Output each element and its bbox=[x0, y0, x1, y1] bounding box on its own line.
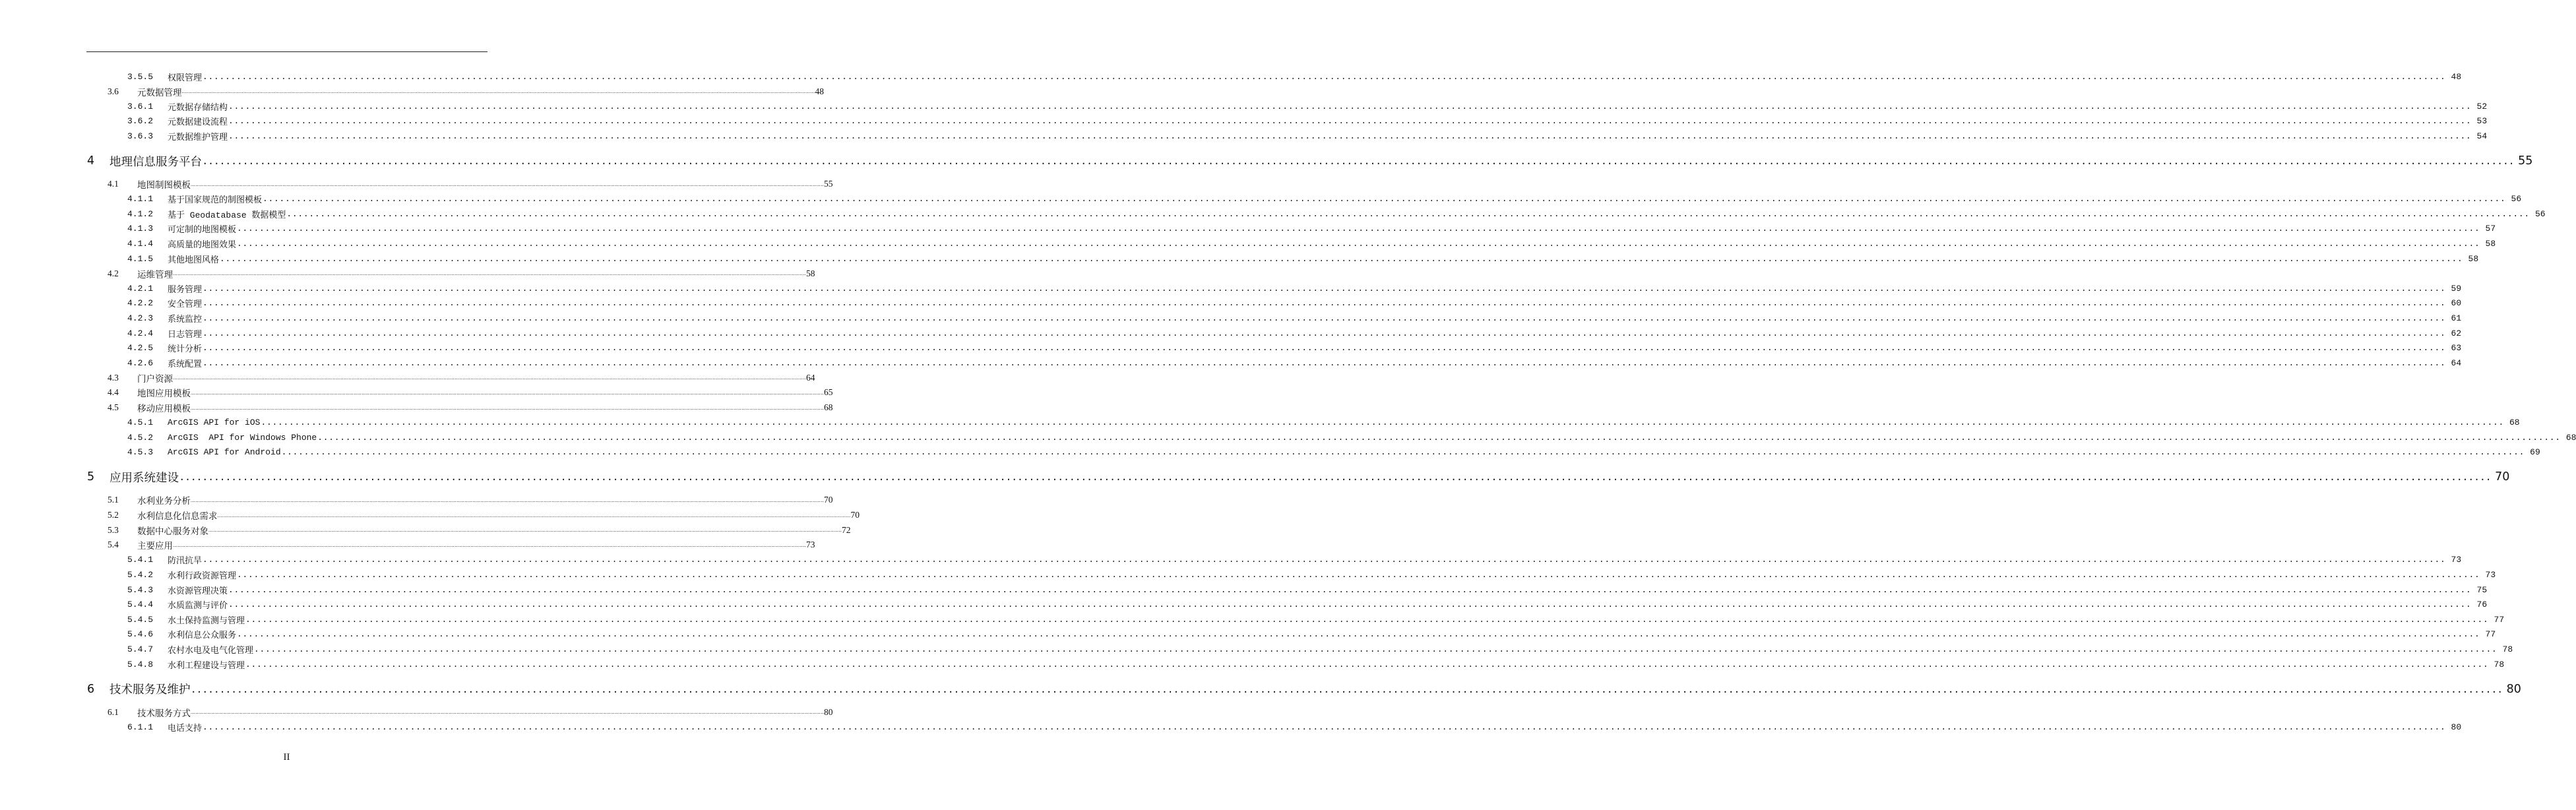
toc-entry-page: 48 bbox=[2451, 71, 2462, 82]
toc-entry-page: 61 bbox=[2451, 313, 2462, 323]
toc-entry-page: 56 bbox=[2534, 208, 2546, 219]
toc-entry-title: 系统监控 bbox=[168, 314, 203, 325]
dot-leader: ................................................................................................................................................................................................................................................................................................................................................................................................................ bbox=[191, 497, 824, 503]
toc-entry-title: 其他地图风格 bbox=[168, 255, 220, 265]
toc-entry[interactable] bbox=[127, 206, 2546, 221]
dot-leader: ................................................................................................................................................................................................................................................................................................................................................................................................................ bbox=[203, 343, 2446, 354]
toc-entry-title: 农村水电及电气化管理 bbox=[168, 645, 254, 656]
toc-entry-title: ArcGIS API for iOS bbox=[168, 418, 261, 428]
dot-leader: ................................................................................................................................................................................................................................................................................................................................................................................................................ bbox=[173, 270, 806, 277]
toc-entry-page: 58 bbox=[806, 268, 815, 278]
toc-entry-title: 运维管理 bbox=[137, 269, 173, 280]
toc-entry-title: 应用系统建设 bbox=[110, 471, 179, 485]
toc-entry-number: 4.1.1 bbox=[127, 194, 154, 204]
toc-entry-number: 5.1 bbox=[108, 495, 119, 505]
toc-entry-number: 4.4 bbox=[108, 387, 119, 398]
toc-entry[interactable] bbox=[108, 538, 815, 552]
dot-leader: ................................................................................................................................................................................................................................................................................................................................................................................................................ bbox=[237, 629, 2480, 640]
toc-entry-number: 5.2 bbox=[108, 510, 119, 520]
dot-leader: ................................................................................................................................................................................................................................................................................................................................................................................................................ bbox=[317, 432, 2561, 443]
toc-entry[interactable] bbox=[87, 466, 2510, 487]
toc-entry[interactable] bbox=[127, 341, 2462, 356]
toc-entry[interactable] bbox=[108, 385, 833, 400]
toc-entry-page: 72 bbox=[842, 524, 851, 535]
toc-entry-title: 元数据管理 bbox=[137, 87, 182, 98]
toc-entry[interactable] bbox=[127, 553, 2462, 567]
toc-entry[interactable] bbox=[127, 99, 2488, 113]
dot-leader: ................................................................................................................................................................................................................................................................................................................................................................................................................ bbox=[217, 512, 851, 518]
toc-entry-number: 4.2 bbox=[108, 268, 119, 278]
toc-entry-number: 4.2.2 bbox=[127, 298, 154, 309]
toc-entry-number: 4.5.2 bbox=[127, 432, 154, 443]
toc-entry-number: 5.4.6 bbox=[127, 629, 154, 640]
toc-entry[interactable] bbox=[127, 222, 2496, 236]
toc-entry-title: 权限管理 bbox=[168, 73, 203, 83]
toc-entry-title: 元数据存储结构 bbox=[168, 102, 228, 113]
toc-entry[interactable] bbox=[127, 430, 2576, 445]
toc-entry-page: 48 bbox=[815, 86, 824, 96]
dot-leader: ................................................................................................................................................................................................................................................................................................................................................................................................................ bbox=[245, 659, 2489, 670]
toc-entry[interactable] bbox=[127, 281, 2462, 296]
dot-leader: ................................................................................................................................................................................................................................................................................................................................................................................................................ bbox=[281, 447, 2525, 458]
dot-leader: ................................................................................................................................................................................................................................................................................................................................................................................................................ bbox=[203, 283, 2446, 294]
toc-entry[interactable] bbox=[127, 567, 2496, 582]
toc-entry[interactable] bbox=[127, 445, 2540, 460]
toc-entry[interactable] bbox=[127, 192, 2522, 206]
toc-entry[interactable] bbox=[127, 251, 2479, 266]
toc-entry-number: 3.6 bbox=[108, 86, 119, 96]
toc-entry-page: 58 bbox=[2485, 238, 2496, 249]
toc-entry[interactable] bbox=[127, 720, 2462, 734]
toc-entry-number: 3.5.5 bbox=[127, 71, 154, 82]
toc-entry-title: 数据中心服务对象 bbox=[137, 526, 208, 536]
toc-entry[interactable] bbox=[108, 371, 815, 385]
toc-entry-title: 服务管理 bbox=[168, 284, 203, 295]
dot-leader: ................................................................................................................................................................................................................................................................................................................................................................................................................ bbox=[203, 298, 2446, 309]
dot-leader: ................................................................................................................................................................................................................................................................................................................................................................................................................ bbox=[203, 328, 2446, 338]
dot-leader: ................................................................................................................................................................................................................................................................................................................................................................................................................ bbox=[203, 722, 2446, 732]
toc-entry-page: 54 bbox=[2476, 131, 2488, 141]
dot-leader: ................................................................................................................................................................................................................................................................................................................................................................................................................ bbox=[191, 709, 824, 716]
toc-entry[interactable] bbox=[108, 508, 860, 522]
toc-entry-number: 5 bbox=[87, 470, 95, 484]
toc-entry-number: 3.6.1 bbox=[127, 101, 154, 111]
toc-entry-title: ArcGIS API for Android bbox=[168, 447, 281, 458]
toc-entry-title: 高质量的地图效果 bbox=[168, 239, 237, 250]
toc-entry[interactable] bbox=[108, 177, 833, 191]
toc-entry-page: 80 bbox=[2451, 722, 2462, 732]
toc-entry-page: 78 bbox=[2494, 659, 2505, 670]
toc-entry-page: 63 bbox=[2451, 343, 2462, 354]
toc-entry-number: 5.4 bbox=[108, 540, 119, 550]
toc-entry-number: 3.6.2 bbox=[127, 116, 154, 127]
toc-entry[interactable] bbox=[127, 612, 2505, 627]
toc-entry[interactable] bbox=[127, 642, 2513, 656]
toc-entry-title: 可定制的地图模板 bbox=[168, 225, 237, 235]
toc-entry-title: 水土保持监测与管理 bbox=[168, 615, 245, 626]
toc-entry-title: 水资源管理决策 bbox=[168, 586, 228, 596]
toc-entry[interactable] bbox=[127, 598, 2488, 612]
dot-leader: ................................................................................................................................................................................................................................................................................................................................................................................................................ bbox=[173, 542, 806, 548]
toc-entry-title: 技术服务及维护 bbox=[110, 683, 191, 697]
toc-entry-page: 68 bbox=[2509, 418, 2520, 428]
toc-entry-page: 65 bbox=[824, 387, 833, 398]
dot-leader: ................................................................................................................................................................................................................................................................................................................................................................................................................ bbox=[191, 682, 2504, 696]
dot-leader: ................................................................................................................................................................................................................................................................................................................................................................................................................ bbox=[203, 154, 2516, 168]
dot-leader: ................................................................................................................................................................................................................................................................................................................................................................................................................ bbox=[220, 253, 2463, 264]
toc-entry-number: 6 bbox=[87, 682, 95, 696]
toc-entry-number: 4.1.5 bbox=[127, 253, 154, 264]
dot-leader: ................................................................................................................................................................................................................................................................................................................................................................................................................ bbox=[203, 71, 2446, 82]
toc-entry-number: 6.1 bbox=[108, 706, 119, 717]
toc-entry[interactable] bbox=[108, 266, 815, 281]
dot-leader: ................................................................................................................................................................................................................................................................................................................................................................................................................ bbox=[228, 101, 2472, 111]
dot-leader: ................................................................................................................................................................................................................................................................................................................................................................................................................ bbox=[237, 224, 2480, 234]
toc-entry-title: 水利工程建设与管理 bbox=[168, 660, 245, 671]
toc-entry[interactable] bbox=[127, 296, 2462, 311]
toc-entry-title: 基于国家规范的制图模板 bbox=[168, 195, 263, 206]
toc-entry-number: 4.2.4 bbox=[127, 328, 154, 338]
toc-entry-number: 4.1.2 bbox=[127, 208, 154, 219]
toc-entry-number: 4.1 bbox=[108, 179, 119, 189]
toc-entry-number: 4.5 bbox=[108, 402, 119, 412]
toc-entry-number: 4.3 bbox=[108, 372, 119, 383]
toc-entry-title: 统计分析 bbox=[168, 344, 203, 355]
toc-entry[interactable] bbox=[127, 69, 2462, 84]
toc-entry[interactable] bbox=[127, 582, 2488, 597]
toc-entry-title: 水质监测与评价 bbox=[168, 601, 228, 611]
toc-entry[interactable] bbox=[108, 400, 833, 415]
toc-entry-title: 地理信息服务平台 bbox=[110, 155, 202, 169]
dot-leader: ................................................................................................................................................................................................................................................................................................................................................................................................................ bbox=[254, 644, 2497, 654]
toc-entry-page: 77 bbox=[2485, 629, 2496, 640]
toc-entry-page: 78 bbox=[2502, 644, 2513, 654]
toc-entry-title: 门户资源 bbox=[137, 373, 173, 384]
toc-entry-number: 5.4.1 bbox=[127, 555, 154, 565]
toc-entry-number: 4.1.3 bbox=[127, 224, 154, 234]
dot-leader: ................................................................................................................................................................................................................................................................................................................................................................................................................ bbox=[180, 470, 2493, 484]
toc-entry-page: 80 bbox=[2506, 682, 2521, 696]
toc-entry[interactable] bbox=[127, 356, 2462, 370]
toc-entry-page: 68 bbox=[2565, 432, 2576, 443]
toc-entry-page: 64 bbox=[2451, 358, 2462, 368]
dot-leader: ................................................................................................................................................................................................................................................................................................................................................................................................................ bbox=[245, 614, 2489, 625]
toc-entry-page: 70 bbox=[824, 495, 833, 505]
toc-entry[interactable] bbox=[108, 84, 824, 99]
toc-entry-page: 73 bbox=[2485, 569, 2496, 580]
dot-leader: ................................................................................................................................................................................................................................................................................................................................................................................................................ bbox=[203, 313, 2446, 323]
toc-entry-title: 地图制图模板 bbox=[137, 180, 191, 190]
toc-entry-number: 5.4.4 bbox=[127, 600, 154, 610]
toc-entry-number: 4.2.1 bbox=[127, 283, 154, 294]
toc-entry-title: 元数据建设流程 bbox=[168, 117, 228, 128]
toc-entry-page: 80 bbox=[824, 706, 833, 717]
page-number: II bbox=[283, 752, 290, 763]
toc-entry[interactable] bbox=[108, 523, 851, 538]
toc-entry[interactable] bbox=[127, 236, 2496, 251]
dot-leader: ................................................................................................................................................................................................................................................................................................................................................................................................................ bbox=[181, 88, 815, 95]
toc-entry-page: 73 bbox=[2451, 555, 2462, 565]
dot-leader: ................................................................................................................................................................................................................................................................................................................................................................................................................ bbox=[191, 389, 824, 396]
dot-leader: ................................................................................................................................................................................................................................................................................................................................................................................................................ bbox=[191, 404, 824, 411]
toc-entry-number: 4.5.3 bbox=[127, 447, 154, 458]
toc-entry-title: 元数据维护管理 bbox=[168, 132, 228, 142]
toc-entry-title: ArcGIS API for Windows Phone bbox=[168, 432, 317, 443]
toc-entry-number: 4.2.5 bbox=[127, 343, 154, 354]
toc-entry[interactable] bbox=[127, 657, 2505, 671]
dot-leader: ................................................................................................................................................................................................................................................................................................................................................................................................................ bbox=[203, 358, 2446, 368]
toc-entry-title: 水利信息化信息需求 bbox=[137, 511, 218, 521]
toc-entry-title: 基于 Geodatabase 数据模型 bbox=[168, 210, 286, 220]
dot-leader: ................................................................................................................................................................................................................................................................................................................................................................................................................ bbox=[286, 208, 2530, 219]
toc-entry-number: 5.4.7 bbox=[127, 644, 154, 654]
toc-entry-number: 5.4.2 bbox=[127, 569, 154, 580]
dot-leader: ................................................................................................................................................................................................................................................................................................................................................................................................................ bbox=[237, 569, 2480, 580]
toc-entry-number: 5.4.5 bbox=[127, 614, 154, 625]
toc-entry-title: 日志管理 bbox=[168, 329, 203, 340]
toc-entry-page: 73 bbox=[806, 540, 815, 550]
toc-entry-title: 水利业务分析 bbox=[137, 496, 191, 507]
dot-leader: ................................................................................................................................................................................................................................................................................................................................................................................................................ bbox=[203, 555, 2446, 565]
toc-entry-number: 4.2.3 bbox=[127, 313, 154, 323]
toc-entry-number: 4.5.1 bbox=[127, 418, 154, 428]
toc-entry[interactable] bbox=[127, 627, 2496, 642]
toc-entry-title: 移动应用模板 bbox=[137, 404, 191, 414]
dot-leader: ................................................................................................................................................................................................................................................................................................................................................................................................................ bbox=[237, 238, 2480, 249]
toc-entry-title: 技术服务方式 bbox=[137, 708, 191, 718]
toc-entry-page: 75 bbox=[2476, 584, 2488, 595]
toc-entry-page: 57 bbox=[2485, 224, 2496, 234]
dot-leader: ................................................................................................................................................................................................................................................................................................................................................................................................................ bbox=[228, 116, 2472, 127]
toc-entry-page: 59 bbox=[2451, 283, 2462, 294]
dot-leader: ................................................................................................................................................................................................................................................................................................................................................................................................................ bbox=[173, 375, 806, 381]
toc-entry-number: 6.1.1 bbox=[127, 722, 154, 732]
dot-leader: ................................................................................................................................................................................................................................................................................................................................................................................................................ bbox=[263, 194, 2506, 204]
toc-entry-title: 安全管理 bbox=[168, 299, 203, 310]
toc-entry-page: 58 bbox=[2468, 253, 2479, 264]
toc-entry-page: 76 bbox=[2476, 600, 2488, 610]
toc-entry-number: 5.4.3 bbox=[127, 584, 154, 595]
toc-entry[interactable] bbox=[87, 150, 2533, 171]
toc-entry-page: 69 bbox=[2530, 447, 2540, 458]
toc-entry[interactable] bbox=[108, 705, 833, 720]
toc-entry-page: 53 bbox=[2476, 116, 2488, 127]
toc-entry-page: 70 bbox=[2495, 470, 2510, 484]
toc-entry-page: 70 bbox=[850, 510, 860, 520]
dot-leader: ................................................................................................................................................................................................................................................................................................................................................................................................................ bbox=[228, 584, 2472, 595]
toc-entry[interactable] bbox=[87, 679, 2521, 700]
toc-entry[interactable] bbox=[127, 416, 2520, 430]
toc-entry[interactable] bbox=[127, 326, 2462, 340]
toc-entry-title: 电话支持 bbox=[168, 723, 203, 733]
dot-leader: ................................................................................................................................................................................................................................................................................................................................................................................................................ bbox=[228, 600, 2472, 610]
toc-entry-page: 55 bbox=[2518, 154, 2533, 168]
toc-entry[interactable] bbox=[127, 129, 2488, 143]
toc-entry-number: 4 bbox=[87, 154, 95, 168]
toc-entry-page: 64 bbox=[806, 372, 815, 383]
dot-leader: ................................................................................................................................................................................................................................................................................................................................................................................................................ bbox=[191, 181, 824, 187]
toc-entry-title: 地图应用模板 bbox=[137, 389, 191, 399]
toc-entry-title: 主要应用 bbox=[137, 541, 173, 551]
toc-entry-number: 3.6.3 bbox=[127, 131, 154, 141]
toc-entry-number: 4.1.4 bbox=[127, 238, 154, 249]
toc-entry-title: 系统配置 bbox=[168, 359, 203, 369]
toc-entry-page: 55 bbox=[824, 179, 833, 189]
toc-entry-title: 防汛抗旱 bbox=[168, 556, 203, 567]
toc-entry[interactable] bbox=[127, 311, 2462, 325]
dot-leader: ................................................................................................................................................................................................................................................................................................................................................................................................................ bbox=[228, 131, 2472, 141]
toc-entry-number: 4.2.6 bbox=[127, 358, 154, 368]
toc-entry-title: 水利信息公众服务 bbox=[168, 631, 237, 641]
toc-entry-page: 68 bbox=[824, 402, 833, 412]
toc-entry-page: 52 bbox=[2476, 101, 2488, 111]
toc-entry-page: 77 bbox=[2494, 614, 2505, 625]
toc-entry-page: 60 bbox=[2451, 298, 2462, 309]
toc-entry-title: 水利行政资源管理 bbox=[168, 571, 237, 581]
dot-leader: ................................................................................................................................................................................................................................................................................................................................................................................................................ bbox=[261, 418, 2504, 428]
toc-entry[interactable] bbox=[108, 493, 833, 507]
toc-entry-page: 62 bbox=[2451, 328, 2462, 338]
toc-entry-number: 5.3 bbox=[108, 524, 119, 535]
toc-entry[interactable] bbox=[127, 114, 2488, 129]
dot-leader: ................................................................................................................................................................................................................................................................................................................................................................................................................ bbox=[208, 527, 842, 534]
toc-entry-page: 56 bbox=[2511, 194, 2522, 204]
toc-entry-number: 5.4.8 bbox=[127, 659, 154, 670]
